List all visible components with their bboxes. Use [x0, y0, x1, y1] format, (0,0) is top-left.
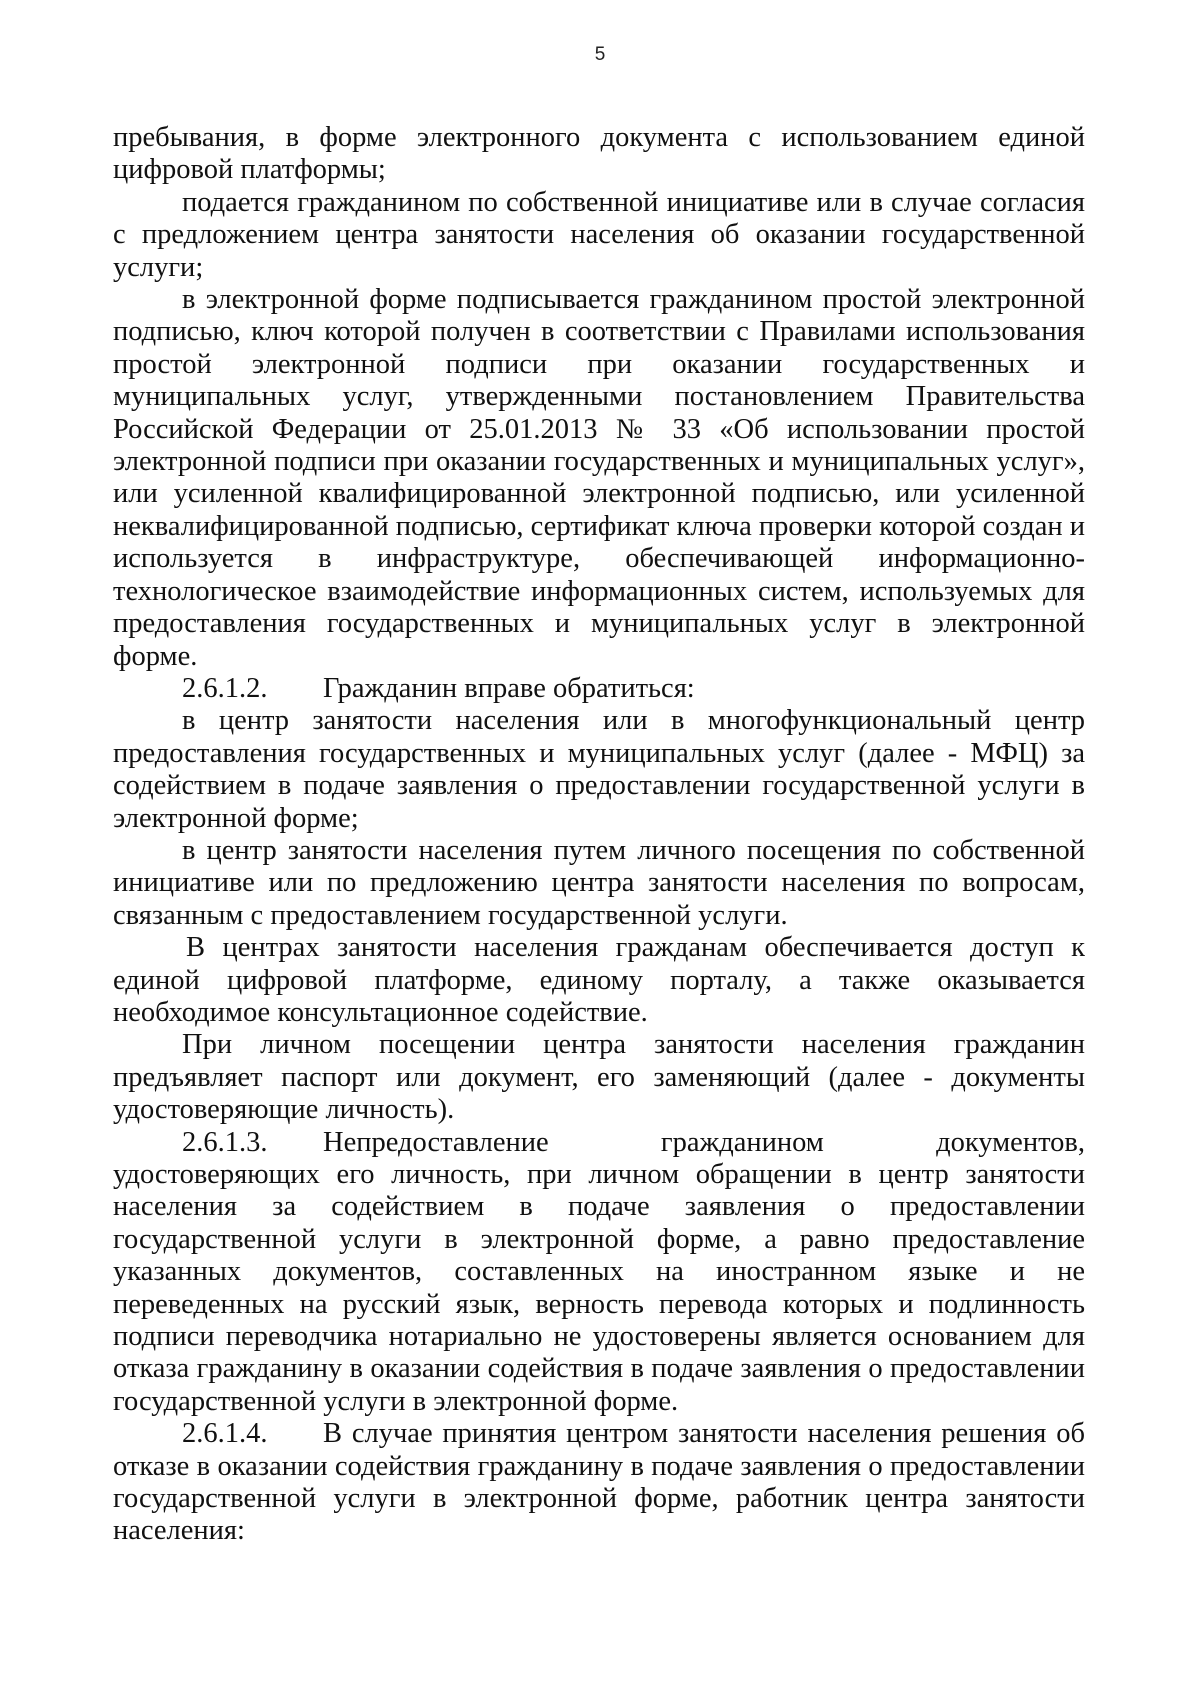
clause-number: 2.6.1.2.: [182, 672, 268, 704]
page-number: 5: [594, 44, 606, 65]
paragraph-continuation: пребывания, в форме электронного документа с использованием единой цифровой платформы;: [113, 122, 1085, 186]
clause-number: 2.6.1.3.: [182, 1126, 268, 1158]
clause-text: Гражданин вправе обратиться:: [323, 672, 695, 704]
paragraph-electronic-signature: в электронной форме подписывается гражданином простой электронной подписью, ключ которой получен в соответствии с Правилами использования простой электронной подписи при оказании государственных и муниципальных услуг, утвержденными постановлением Правительства Российской Федерации от 25.01.2013 № 33 «Об использовании простой электронной подписи при оказании государственных и муниципальных услуг», или усиленной квалифицированной электронной подписью, или усиленной неквалифицированной подписью, сертификат ключа проверки которой создан и используется в инфраструктуре, обеспечивающей информационно-технологическое взаимодействие информационных систем, используемых для предоставления государственных и муниципальных услуг в электронной форме.: [113, 284, 1085, 672]
clause-text: Непредоставление гражданином документов, удостоверяющих его личность, при личном обращении в центр занятости населения за содействием в подаче заявления о предоставлении государственной услуги в электронной форме, а равно предоставление указанных документов, составленных на иностранном языке и не переведенных на русский язык, верность перевода которых и подлинность подписи переводчика нотариально не удостоверены является основанием для отказа гражданину в оказании содействия в подаче заявления о предоставлении государственной услуги в электронной форме.: [113, 1126, 1085, 1417]
document-body: [113, 122, 1085, 1548]
paragraph-mfc: в центр занятости населения или в многофункциональный центр предоставления государственных и муниципальных услуг (далее - МФЦ) за содействием в подаче заявления о предоставлении государственной услуги в электронной форме;: [113, 705, 1085, 834]
paragraph-personal-visit: в центр занятости населения путем личного посещения по собственной инициативе или по предложению центра занятости населения по вопросам, связанным с предоставлением государственной услуги.: [113, 834, 1085, 931]
clause-2-6-1-2: [113, 673, 1085, 705]
clause-number: 2.6.1.4.: [182, 1418, 268, 1450]
paragraph-passport: При личном посещении центра занятости населения гражданин предъявляет паспорт или документ, его заменяющий (далее - документы удостоверяющие личность).: [113, 1029, 1085, 1126]
clause-text: В случае принятия центром занятости населения решения об отказе в оказании содействия гражданину в подаче заявления о предоставлении государственной услуги в электронной форме, работник центра занятости населения:: [113, 1418, 1085, 1547]
clause-2-6-1-4: [113, 1418, 1085, 1548]
paragraph-submission: подается гражданином по собственной инициативе или в случае согласия с предложением центра занятости населения об оказании государственной услуги;: [113, 186, 1085, 283]
clause-2-6-1-3: [113, 1127, 1085, 1419]
paragraph-access: В центрах занятости населения гражданам обеспечивается доступ к единой цифровой платформе, единому порталу, а также оказывается необходимое консультационное содействие.: [113, 932, 1085, 1028]
